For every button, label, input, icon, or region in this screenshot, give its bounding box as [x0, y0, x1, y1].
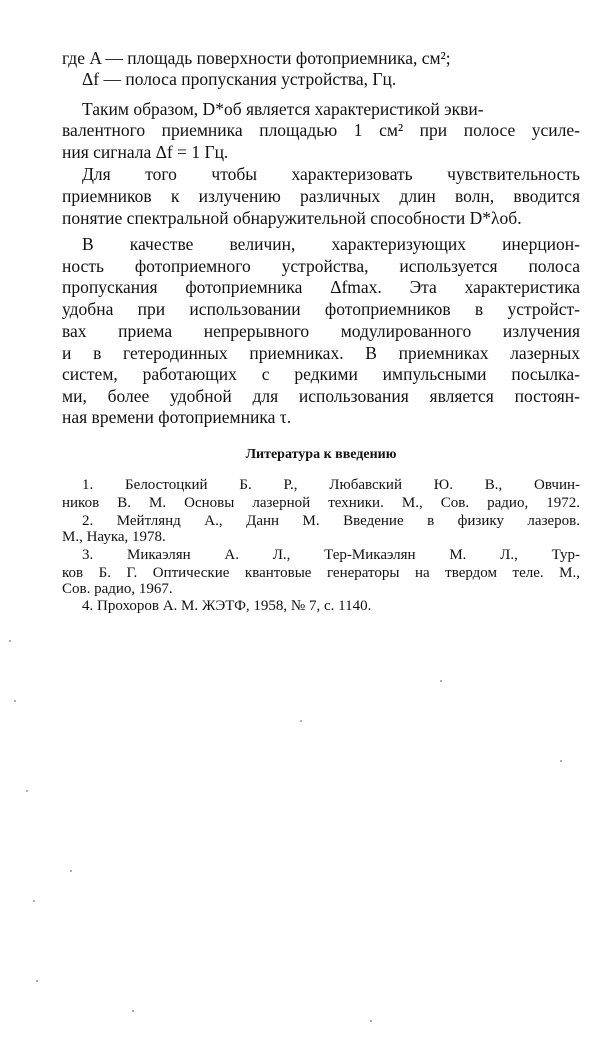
body-line: ная времени фотоприемника τ. [62, 407, 292, 427]
body-line: валентного приемника площадью 1 см² при полосе усиле- [62, 120, 580, 140]
body-line: ность фотоприемного устройства, используется полоса [62, 256, 580, 276]
reference-line: 3. Микаэлян А. Л., Тер-Микаэлян М. Л., Тур- [82, 548, 580, 563]
scan-speck [70, 870, 72, 872]
scan-speck [9, 640, 11, 642]
body-line: удобна при использовании фотоприемников в устройст- [62, 299, 580, 319]
reference-line: Сов. радио, 1967. [62, 582, 173, 597]
body-line: Таким образом, D*об является характеристикой экви- [82, 99, 484, 119]
scan-speck [370, 1020, 372, 1022]
body-line: ми, более удобной для использования является постоян- [62, 386, 580, 406]
scan-speck [300, 720, 302, 722]
scan-speck [132, 1010, 134, 1012]
body-line: и в гетеродинных приемниках. В приемниках лазерных [62, 343, 580, 363]
body-line: Δf — полоса пропускания устройства, Гц. [82, 69, 397, 89]
reference-line: 4. Прохоров А. М. ЖЭТФ, 1958, № 7, с. 1140. [82, 599, 372, 614]
body-line: вах приема непрерывного модулированного излучения [62, 321, 580, 341]
references-heading: Литература к введению [245, 447, 397, 462]
body-line: понятие спектральной обнаружительной способности D*λоб. [62, 208, 522, 228]
scan-speck [26, 790, 28, 792]
scan-speck [33, 900, 35, 902]
body-line: систем, работающих с редкими импульсными посылка- [62, 364, 580, 384]
body-line: пропускания фотоприемника Δfmax. Эта характеристика [62, 277, 580, 297]
body-line: приемников к излучению различных длин волн, вводится [62, 186, 580, 206]
body-line: Для того чтобы характеризовать чувствительность [82, 164, 580, 184]
body-line: В качестве величин, характеризующих инерцион- [82, 234, 580, 254]
body-line: ния сигнала Δf = 1 Гц. [62, 142, 229, 162]
scan-speck [36, 980, 38, 982]
body-line: где A — площадь поверхности фотоприемника, см²; [62, 48, 451, 68]
reference-line: М., Наука, 1978. [62, 530, 166, 545]
reference-line: ников В. М. Основы лазерной техники. М., Сов. радио, 1972. [62, 496, 580, 511]
reference-line: 2. Мейтлянд А., Данн М. Введение в физику лазеров. [82, 514, 580, 529]
reference-line: 1. Белостоцкий Б. Р., Любавский Ю. В., Овчин- [82, 478, 580, 493]
reference-line: ков Б. Г. Оптические квантовые генераторы на твердом теле. М., [62, 566, 580, 581]
scan-speck [14, 700, 16, 702]
scan-speck [440, 680, 442, 682]
scan-speck [560, 760, 562, 762]
